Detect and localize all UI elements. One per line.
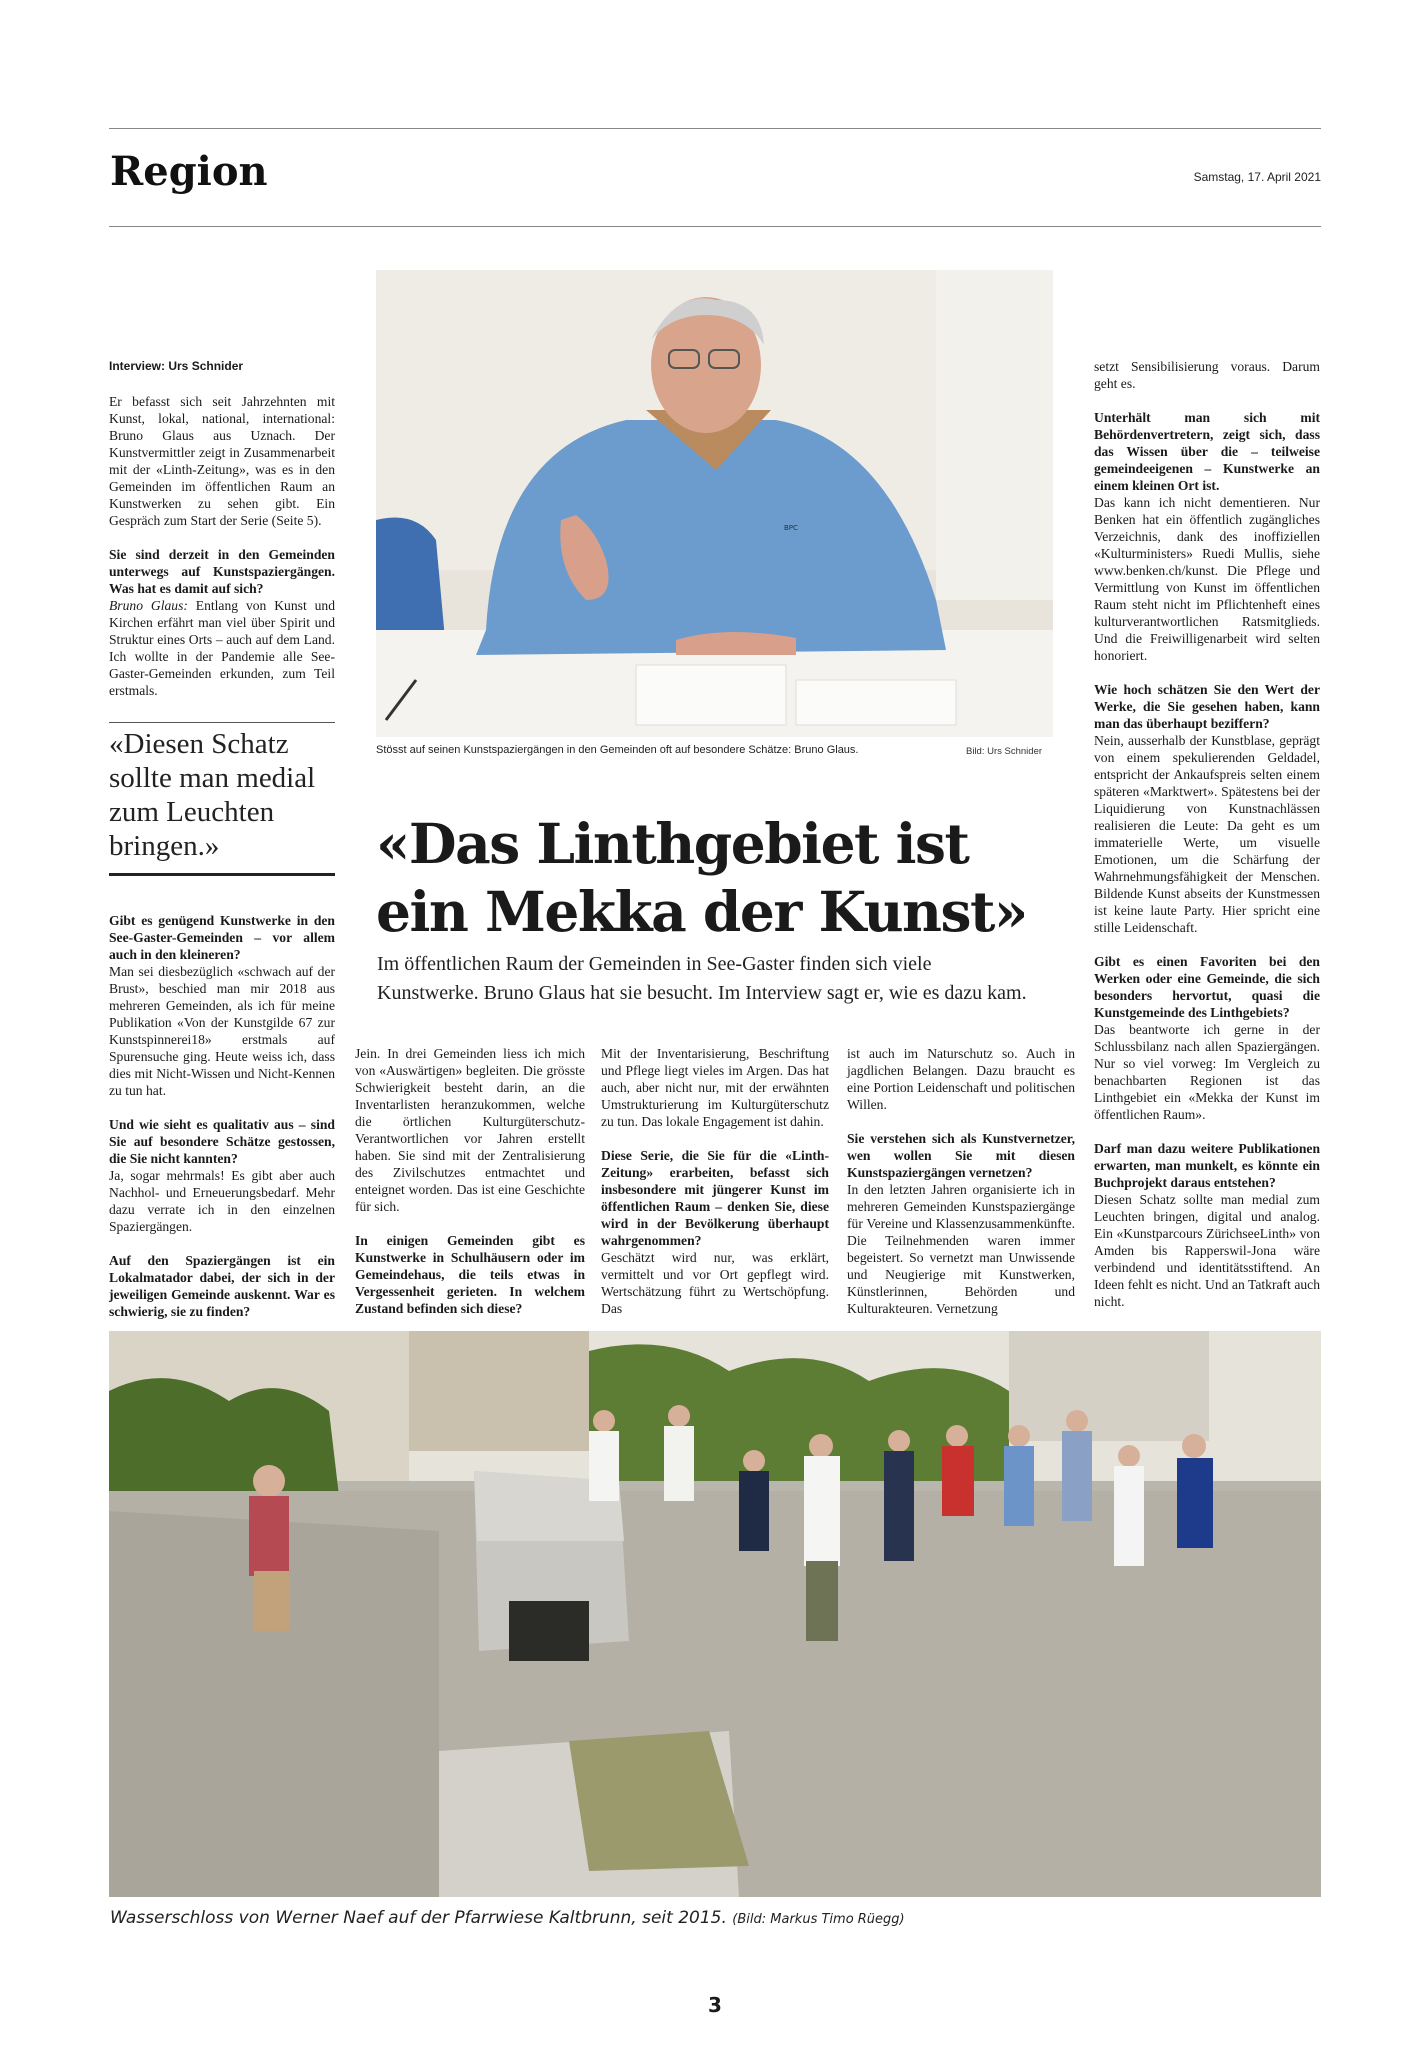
left-column-bottom: [109, 912, 335, 1320]
header-bottom-rule: [109, 226, 1321, 227]
answer: Nein, ausserhalb der Kunstblase, geprägt von einem spekulierenden Geldadel, entspricht der Ankaufspreis selten einem späteren «Marktwert». Spätestens bei der Liquidierung von Kunstnachlässen realisieren die Leute: Da geht es um immaterielle Werte, um visuelle Emotionen, um die Schärfung der Wahrnehmungsfähigkeit der Menschen. Bildende Kunst abseits der Kunstmessen ist keine laute Party. Hier spricht eine stille Leidenschaft.: [1094, 733, 1320, 935]
left-column-top: [109, 358, 335, 716]
column-2: [355, 1045, 585, 1317]
header-top-rule: [109, 128, 1321, 129]
question: Diese Serie, die Sie für die «Linth-Zeitung» erarbeiten, befasst sich insbesondere mit jüngerer Kunst im öffentlichen Raum – denken Sie, diese wird in der Bevölkerung überhaupt wahrgenommen?: [601, 1148, 829, 1248]
answer-text: Entlang von Kunst und Kirchen erfährt man viel über Spirit und Struktur eines Orts – auch auf dem Land. Ich wollte in der Pandemie alle See-Gaster-Gemeinden erkunden, zum Teil erstmals.: [109, 598, 335, 698]
page-number: 3: [708, 1993, 722, 2017]
speaker-name: Bruno Glaus:: [109, 598, 188, 613]
question: Gibt es einen Favoriten bei den Werken oder eine Gemeinde, die sich besonders hervortut, quasi die Kunstgemeinde des Linthgebiets?: [1094, 954, 1320, 1020]
sweater-logo: BPC: [784, 524, 798, 532]
answer: Das beantworte ich gerne in der Schlussbilanz nach allen Spaziergängen. Nur so viel vorweg: Im Vergleich zu benachbarten Regionen ist das Linthgebiet ein «Mekka der Kunst im öffentlichen Raum».: [1094, 1022, 1320, 1122]
question: Gibt es genügend Kunstwerke in den See-Gaster-Gemeinden – vor allem auch in den kleineren?: [109, 913, 335, 962]
answer: In den letzten Jahren organisierte ich in mehreren Gemeinden Kunstspaziergänge für Vereine und Klassenzusammenkünfte. Die Teilnehmenden waren immer begeistert. So vernetzt man Unwissende und Neugierige mit Kunstwerken, Künstlerinnen, Behörden und Kulturakteuren. Vernetzung: [847, 1182, 1075, 1316]
answer: Ja, sogar mehrmals! Es gibt aber auch Nachhol- und Erneuerungsbedarf. Mehr dazu verrate ich in den einzelnen Spaziergängen.: [109, 1168, 335, 1234]
question: Sie sind derzeit in den Gemeinden unterwegs auf Kunstspaziergängen. Was hat es damit auf sich?: [109, 547, 335, 596]
photo-caption: Stösst auf seinen Kunstspaziergängen in den Gemeinden oft auf besondere Schätze: Bruno Glaus.: [376, 744, 859, 756]
answer: setzt Sensibilisierung voraus. Darum geht es.: [1094, 359, 1320, 391]
pull-quote: «Diesen Schatz sollte man medial zum Leuchten bringen.»: [109, 722, 335, 876]
answer: Jein. In drei Gemeinden liess ich mich von «Auswärtigen» begleiten. Die grösste Schwierigkeit besteht darin, an die Inventarlisten heranzukommen, welche die örtlichen Kulturgüterschutz-Verantwortlichen vor Jahren erstellt haben. Sie sind mit der Zentralisierung des Zivilschutzes entmachtet und enteignet worden. Das ist eine Geschichte für sich.: [355, 1046, 585, 1214]
answer: [109, 597, 335, 699]
answer: Das kann ich nicht dementieren. Nur Benken hat ein öffentlich zugängliches Verzeichnis, dank des inoffiziellen «Kulturministers» Ruedi Mullis, siehe www.benken.ch/kunst. Die Pflege und Vermittlung von Kunst im öffentlichen Raum steht nicht im Pflichtenheft eines kulturverantwortlichen Ratsmitglieds. Und die Freiwilligenarbeit wird selten honoriert.: [1094, 495, 1320, 663]
caption-text: Wasserschloss von Werner Naef auf der Pfarrwiese Kaltbrunn, seit 2015.: [110, 1908, 727, 1928]
column-4: [847, 1045, 1075, 1334]
issue-date: Samstag, 17. April 2021: [1193, 170, 1321, 184]
bottom-photo-caption: [110, 1908, 905, 1928]
photo-credit: Bild: Urs Schnider: [966, 746, 1043, 757]
question: Auf den Spaziergängen ist ein Lokalmatador dabei, der sich in der jeweiligen Gemeinde auskennt. War es schwierig, sie zu finden?: [109, 1253, 335, 1319]
answer: Man sei diesbezüglich «schwach auf der Brust», beschied man mir 2018 aus mehreren Gemeinden, als ich für meine Publikation «Von der Kunstgilde 67 zur Kunstspinnerei18» erstmals auf Spurensuche ging. Heute weiss ich, dass dies mit Nicht-Wissen und Nicht-Kennen zu tun hat.: [109, 964, 335, 1098]
answer: Mit der Inventarisierung, Beschriftung und Pflege liegt vieles im Argen. Das hat auch, aber nicht nur, mit der erwähnten Umstrukturierung im Kulturgüterschutz zu tun. Das lokale Engagement ist dahin.: [601, 1046, 829, 1129]
answer: Geschätzt wird nur, was erklärt, vermittelt und vor Ort gepflegt wird. Wertschätzung führt zu Wertschöpfung. Das: [601, 1250, 829, 1316]
caption-credit: (Bild: Markus Timo Rüegg): [732, 1912, 905, 1927]
portrait-photo: [376, 270, 1053, 737]
right-column: [1094, 358, 1320, 1327]
question: Unterhält man sich mit Behördenvertretern, zeigt sich, dass das Wissen über die – teilweise gemeindeeigenen – Kunstwerke an einem kleinen Ort ist.: [1094, 410, 1320, 493]
answer: Diesen Schatz sollte man medial zum Leuchten bringen, digital und analog. Ein «Kunstparcours ZürichseeLinth» von Amden bis Rapperswil-Jona wäre verbindend und identitätsstiftend. An Ideen fehlt es nicht. Und an Tatkraft auch nicht.: [1094, 1192, 1320, 1309]
question: Darf man dazu weitere Publikationen erwarten, man munkelt, es könnte ein Buchprojekt daraus entstehen?: [1094, 1141, 1320, 1190]
question: Sie verstehen sich als Kunstvernetzer, wen wollen Sie mit diesen Kunstspaziergängen vernetzen?: [847, 1131, 1075, 1180]
headline: «Das Linthgebiet ist ein Mekka der Kunst»: [376, 811, 1027, 944]
group-illustration: [109, 1331, 1321, 1897]
lead-paragraph: Im öffentlichen Raum der Gemeinden in See-Gaster finden sich viele Kunstwerke. Bruno Glaus hat sie besucht. Im Interview sagt er, wie es dazu kam.: [377, 953, 1027, 1004]
column-3: [601, 1045, 829, 1334]
answer: ist auch im Naturschutz so. Auch in jagdlichen Belangen. Dazu braucht es eine Portion Leidenschaft und politischen Willen.: [847, 1046, 1075, 1112]
byline: Interview: Urs Schnider: [109, 359, 244, 373]
group-photo: [109, 1331, 1321, 1897]
portrait-illustration: [376, 270, 1053, 737]
section-title: Region: [110, 148, 268, 195]
question: Und wie sieht es qualitativ aus – sind Sie auf besondere Schätze gestossen, die Sie nicht kannten?: [109, 1117, 335, 1166]
question: Wie hoch schätzen Sie den Wert der Werke, die Sie gesehen haben, kann man das überhaupt beziffern?: [1094, 682, 1320, 731]
intro-paragraph: Er befasst sich seit Jahrzehnten mit Kunst, lokal, national, international: Bruno Glaus aus Uznach. Der Kunstvermittler zeigt in Zusammenarbeit mit der «Linth-Zeitung», was es in den Gemeinden im öffentlichen Raum an Kunstwerken zu sehen gibt. Ein Gespräch zum Start der Serie (Seite 5).: [109, 394, 335, 528]
question: In einigen Gemeinden gibt es Kunstwerke in Schulhäusern oder im Gemeindehaus, die teils etwas in Vergessenheit gerieten. In welchem Zustand befinden sich diese?: [355, 1233, 585, 1316]
